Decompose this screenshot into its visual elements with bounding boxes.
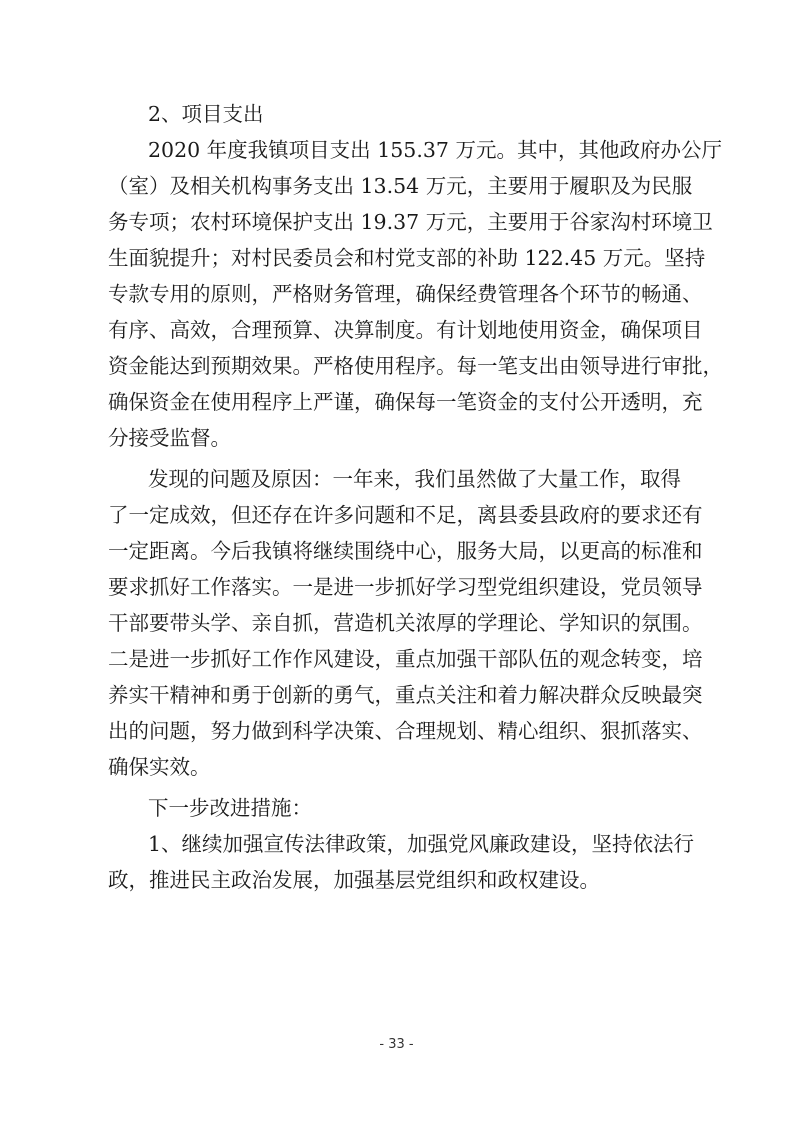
paragraph-line: 确保资金在使用程序上严谨，确保每一笔资金的支付公开透明，充 [108, 390, 703, 414]
paragraph-line: 了一定成效，但还存在许多问题和不足，离县委县政府的要求还有 [108, 503, 703, 527]
paragraph-line: 务专项；农村环境保护支出 19.37 万元，主要用于谷家沟村环境卫 [108, 210, 713, 234]
problems-lead-heading: 发现的问题及原因： [148, 467, 333, 491]
paragraph-line: 资金能达到预期效果。严格使用程序。每一笔支出由领导进行审批， [108, 354, 723, 378]
problems-first-line-text: 一年来，我们虽然做了大量工作，取得 [332, 467, 681, 491]
paragraph-line: 二是进一步抓好工作作风建设，重点加强干部队伍的观念转变，培 [108, 647, 703, 671]
paragraph-line: 专款专用的原则，严格财务管理，确保经费管理各个环节的畅通、 [108, 282, 703, 306]
paragraph-line: 干部要带头学、亲自抓，营造机关浓厚的学理论、学知识的氛围。 [108, 611, 703, 635]
paragraph-line: 要求抓好工作落实。一是进一步抓好学习型党组织建设，党员领导 [108, 575, 703, 599]
page-number: - 33 - [379, 1037, 414, 1052]
paragraph-line: 分接受监督。 [108, 426, 231, 450]
document-body [108, 96, 723, 898]
problems-first-line [108, 461, 688, 497]
section-heading-project-expenditure: 2、项目支出 [148, 102, 264, 126]
paragraph-line: 出的问题，努力做到科学决策、合理规划、精心组织、狠抓落实、 [108, 719, 703, 743]
paragraph-line: 生面貌提升；对村民委员会和村党支部的补助 122.45 万元。坚持 [108, 246, 706, 270]
section-heading-next-steps: 下一步改进措施： [148, 796, 312, 820]
paragraph-line: 养实干精神和勇于创新的勇气，重点关注和着力解决群众反映最突 [108, 683, 703, 707]
paragraph-line: 一定距离。今后我镇将继续围绕中心，服务大局，以更高的标准和 [108, 539, 703, 563]
paragraph-line: 2020 年度我镇项目支出 155.37 万元。其中，其他政府办公厅 [148, 138, 722, 162]
paragraph-line: 有序、高效，合理预算、决算制度。有计划地使用资金，确保项目 [108, 318, 703, 342]
paragraph-line: 确保实效。 [108, 755, 211, 779]
paragraph-line: （室）及相关机构事务支出 13.54 万元，主要用于履职及为民服 [108, 174, 693, 198]
paragraph-line: 1、继续加强宣传法律政策，加强党风廉政建设，坚持依法行 [148, 832, 695, 856]
paragraph-line: 政，推进民主政治发展，加强基层党组织和政权建设。 [108, 868, 600, 892]
